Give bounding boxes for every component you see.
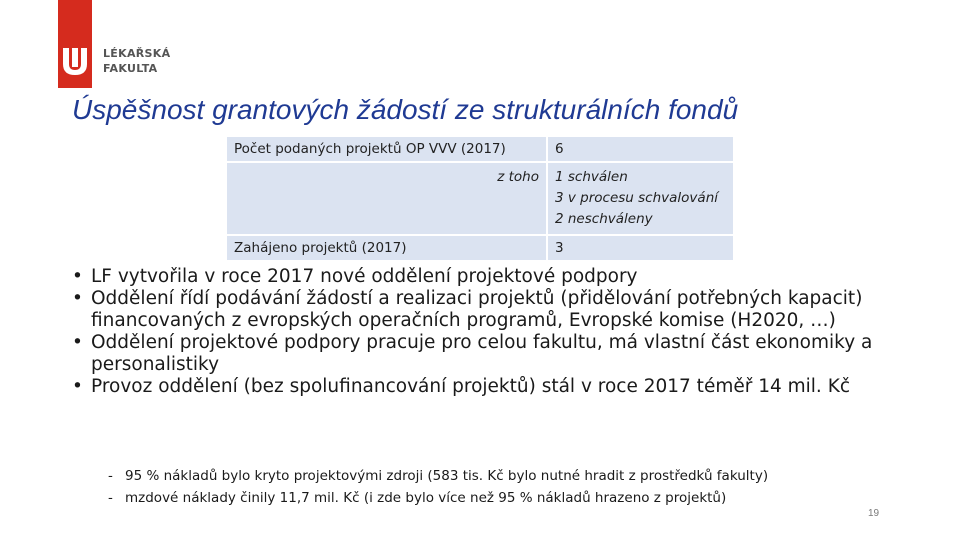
faculty-name-line1: LÉKAŘSKÁ	[103, 47, 171, 60]
list-item: - mzdové náklady činily 11,7 mil. Kč (i zde bylo více než 95 % nákladů hrazeno z projektů)	[108, 490, 727, 506]
table-row	[227, 137, 733, 161]
page-number: 19	[868, 508, 880, 519]
slide-title: Úspěšnost grantových žádostí ze strukturálních fondů	[72, 94, 739, 125]
logo-bar	[58, 0, 92, 88]
sub-bullet-list	[108, 465, 768, 509]
list-item: • Oddělení projektové podpory pracuje pro celou fakultu, má vlastní část ekonomiky a personalistiky	[72, 332, 873, 375]
bullet-text: Oddělení projektové podpory pracuje pro celou fakultu, má vlastní část ekonomiky a personalistiky	[91, 332, 873, 375]
list-item: - 95 % nákladů bylo kryto projektovými zdroji (583 tis. Kč bylo nutné hradit z prostředků fakulty)	[108, 468, 769, 484]
status-approved: 1 schválen	[555, 169, 628, 185]
bullet-text: Oddělení řídí podávání žádostí a realizaci projektů (přidělování potřebných kapacit) financovaných z evropských operačních programů, Evropské komise (H2020, …)	[91, 288, 863, 331]
table-row	[227, 163, 733, 234]
faculty-name-line2: FAKULTA	[103, 62, 158, 75]
sub-bullet-text: 95 % nákladů bylo kryto projektovými zdroji (583 tis. Kč bylo nutné hradit z prostředků fakulty)	[125, 468, 769, 484]
list-item: • LF vytvořila v roce 2017 nové oddělení projektové podpory	[72, 266, 638, 287]
bullet-text: LF vytvořila v roce 2017 nové oddělení projektové podpory	[91, 266, 638, 287]
table-cell-label: z toho	[227, 163, 546, 234]
table-cell-value: 3	[548, 236, 733, 260]
table-cell-value	[548, 163, 733, 234]
table-row	[227, 236, 733, 260]
table-cell-value: 6	[548, 137, 733, 161]
list-item: • Provoz oddělení (bez spolufinancování projektů) stál v roce 2017 téměř 14 mil. Kč	[72, 376, 850, 397]
status-pending: 3 v procesu schvalování	[555, 190, 719, 206]
projects-table	[225, 135, 735, 262]
list-item: • Oddělení řídí podávání žádostí a realizaci projektů (přidělování potřebných kapacit) financovaných z evropských operačních programů, Evropské komise (H2020, …)	[72, 288, 863, 331]
sub-bullet-text: mzdové náklady činily 11,7 mil. Kč (i zde bylo více než 95 % nákladů hrazeno z projektů)	[125, 490, 727, 506]
table-cell-label: Zahájeno projektů (2017)	[227, 236, 546, 260]
table-cell-label: Počet podaných projektů OP VVV (2017)	[227, 137, 546, 161]
faculty-name	[103, 46, 170, 76]
mu-logo-icon	[61, 46, 89, 76]
bullet-list	[72, 266, 902, 398]
status-rejected: 2 neschváleny	[555, 211, 653, 227]
bullet-text: Provoz oddělení (bez spolufinancování projektů) stál v roce 2017 téměř 14 mil. Kč	[91, 376, 850, 397]
